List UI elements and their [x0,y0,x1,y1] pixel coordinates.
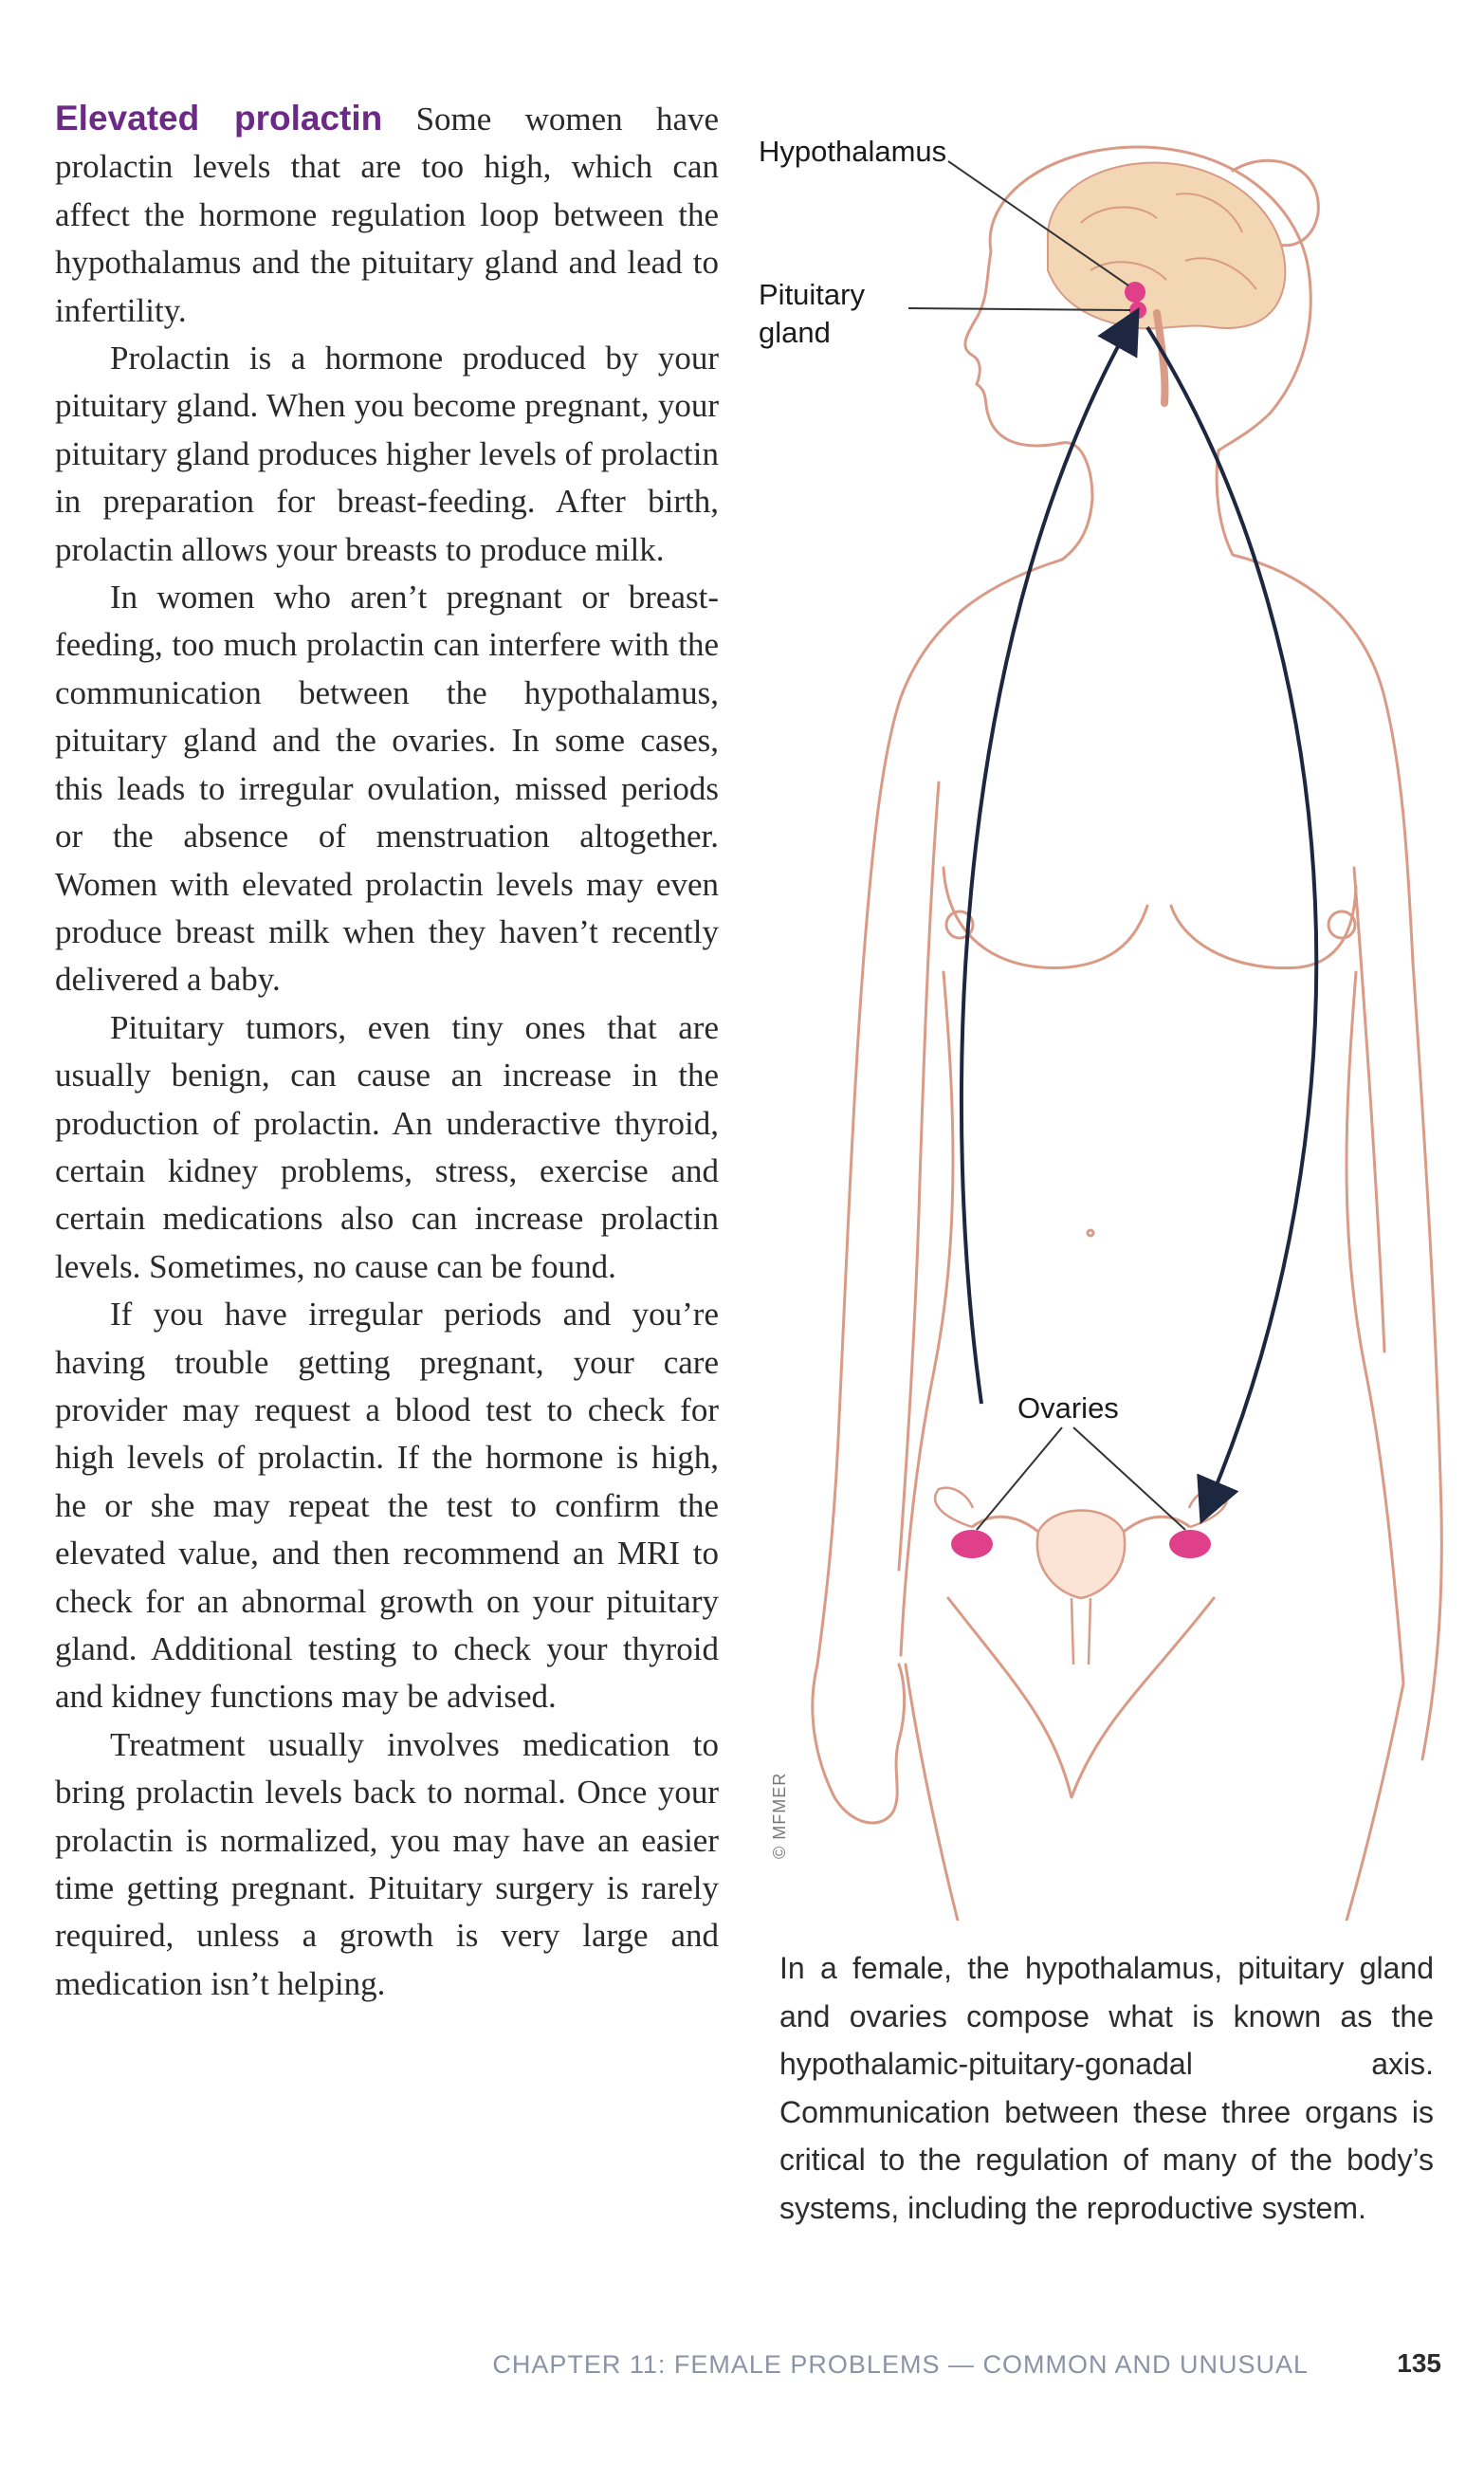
body-illustration [740,90,1460,1921]
left-shoulder [865,560,1062,944]
left-arm-outer [817,944,865,1665]
paragraph-1 [55,95,719,335]
left-breast [944,868,1147,968]
figure-caption: In a female, the hypothalamus, pituitary gland and ovaries compose what is known as the hypothalamic-pituitary-gonadal axis. Communication between these three organs is critical to the regulation of many of the body’s systems, including the reproductive system. [779,1951,1434,2225]
paragraph-4: Pituitary tumors, even tiny ones that are usually benign, can cause an increase in the production of prolactin. An underactive thyroid, certain kidney problems, stress, exercise and certain medications also can increase prolactin levels. Sometimes, no cause can be found. [55,1008,719,1285]
ovaries-label: Ovaries [1017,1391,1119,1425]
paragraph-5: If you have irregular periods and you’re having trouble getting pregnant, your care provider may request a blood test to check for high levels of prolactin. If the hormone is high, he or she may repeat the test to confirm the elevated value, and then recommend an MRI to check for an abnormal growth on your pituitary gland. Additional testing to check your thyroid and kidney functions may be advised. [55,1296,719,1716]
image-credit: © MFMER [770,1772,789,1859]
paragraph-3: In women who aren’t pregnant or breast-feeding, too much prolactin can interfere with the communication between the hypothalamus, pituitary gland and the ovaries. In some cases, this leads to irregular ovulation, missed periods or the absence of menstruation altogether. Women with elevated prolactin levels may even produce breast milk when they haven’t recently delivered a baby. [55,579,719,999]
section-heading: Elevated prolactin [55,99,383,138]
running-head: CHAPTER 11: FEMALE PROBLEMS — COMMON AND UNUSUAL [492,2350,1309,2379]
right-ovary [1169,1530,1211,1558]
page-number: 135 [1397,2348,1441,2378]
ovaries-leader-left [977,1427,1062,1530]
paragraph-6: Treatment usually involves medication to bring prolactin levels back to normal. Once your prolactin is normalized, you may have an easier time getting pregnant. Pituitary surgery is rarely required, unless a growth is very large and medication isn’t helping. [55,1725,719,2002]
left-leg [906,1665,958,1921]
right-arm-inner [1354,868,1384,1352]
arrow-ovary-to-pituitary [962,327,1128,1404]
pituitary-marker [1129,302,1146,319]
pituitary-label-line2: gland [759,316,831,349]
torso-right [1347,972,1403,1683]
paragraph-1-text: Some women have prolactin levels that are too high, which can affect the hormone regulation loop between the hypothalamus and the pituitary gland and lead to infertility. [55,101,720,329]
left-ovary [951,1530,993,1558]
hand [813,1665,905,1823]
arrow-pituitary-to-ovary [1147,327,1316,1503]
paragraph-2: Prolactin is a hormone produced by your pituitary gland. When you become pregnant, your pituitary gland produces higher levels of prolactin in preparation for breast-feeding. After birth, prolactin allows your breasts to produce milk. [55,340,719,568]
article-body [55,95,719,2008]
right-leg [1347,1683,1403,1921]
hypothalamus-label: Hypothalamus [759,135,947,168]
neck-front [1062,498,1092,560]
torso-left [901,972,953,1655]
pituitary-label-line1: Pituitary [759,278,865,311]
right-arm-outer [1413,963,1441,1759]
right-shoulder [1233,555,1413,963]
anatomy-figure [740,90,1460,1921]
brain [1048,163,1285,329]
groin [948,1598,1214,1797]
